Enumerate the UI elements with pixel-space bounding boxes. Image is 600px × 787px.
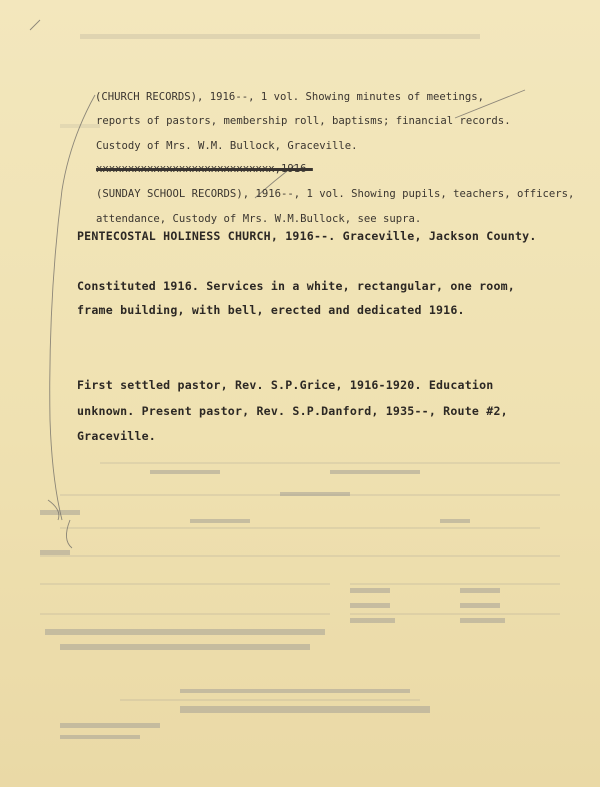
- struck-out-line: xxxxxxxxxxxxxxxxxxxxxxxxxxxx,1916-: [96, 163, 313, 175]
- church-records-line: (CHURCH RECORDS), 1916--, 1 vol. Showing minutes of meetings,: [95, 91, 485, 103]
- church-records-line-2: reports of pastors, membership roll, baptisms; financial records.: [96, 115, 511, 127]
- sunday-school-line: (SUNDAY SCHOOL RECORDS), 1916--, 1 vol. Showing pupils, teachers, officers,: [96, 188, 575, 200]
- sunday-school-line-2: attendance, Custody of Mrs. W.M.Bullock, see supra.: [96, 213, 422, 225]
- pastor-line-2: unknown. Present pastor, Rev. S.P.Danford, 1935--, Route #2,: [77, 404, 508, 418]
- church-heading: PENTECOSTAL HOLINESS CHURCH, 1916--. Graceville, Jackson County.: [77, 229, 537, 243]
- pastor-line-3: Graceville.: [77, 429, 156, 443]
- pastor-line-1: First settled pastor, Rev. S.P.Grice, 1916-1920. Education: [77, 378, 494, 392]
- custody-line: Custody of Mrs. W.M. Bullock, Graceville.: [96, 140, 358, 152]
- building-line: frame building, with bell, erected and dedicated 1916.: [77, 303, 465, 317]
- constituted-line: Constituted 1916. Services in a white, rectangular, one room,: [77, 279, 515, 293]
